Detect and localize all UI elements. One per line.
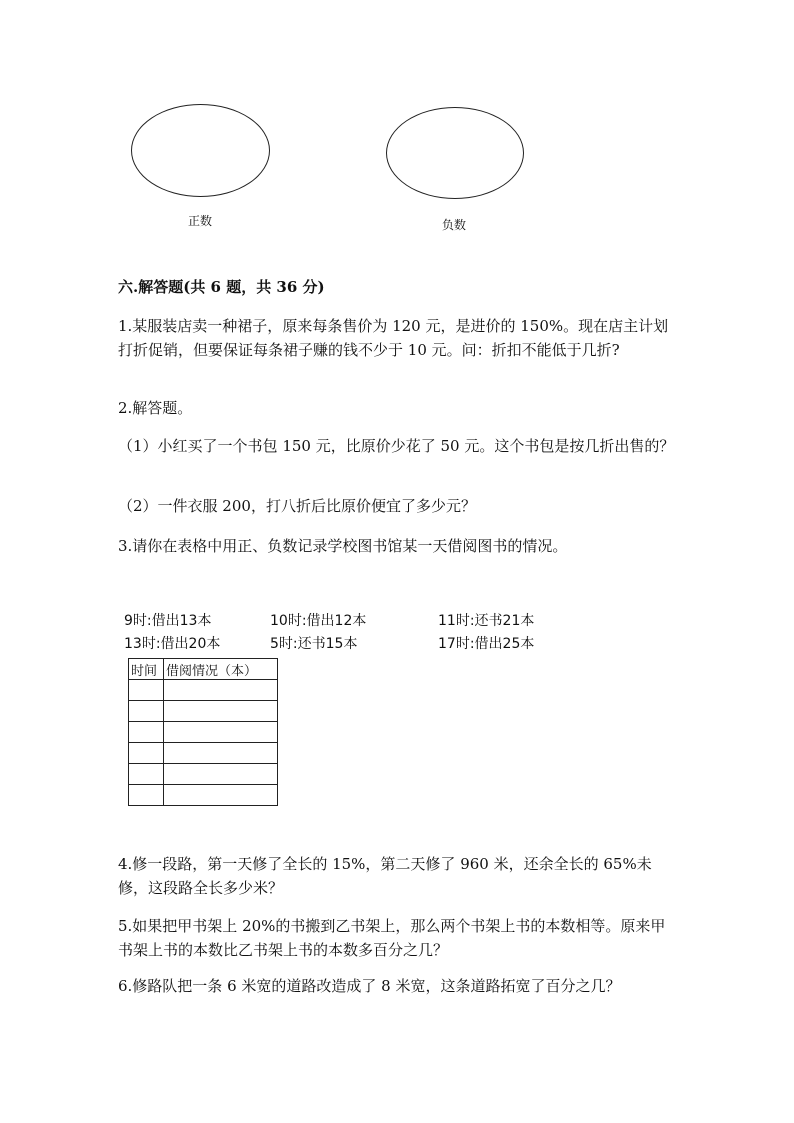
table-header-borrowing: 借阅情况（本） [164,659,278,680]
table-cell-borrowing[interactable] [164,764,278,785]
table-row [129,785,278,806]
question-1: 1.某服装店卖一种裙子，原来每条售价为 120 元，是进价的 150%。现在店主计划打折促销，但要保证每条裙子赚的钱不少于 10 元。问：折扣不能低于几折? [118,317,669,359]
record-13: 13时:借出20本 [124,636,221,652]
table-row [129,701,278,722]
record-10: 10时:借出12本 [270,613,367,629]
table-cell-time[interactable] [129,743,164,764]
question-3: 3.请你在表格中用正、负数记录学校图书馆某一天借阅图书的情况。 [118,537,568,555]
borrowing-table [128,658,278,806]
table-cell-borrowing[interactable] [164,722,278,743]
record-17: 17时:借出25本 [438,636,535,652]
table-header-time: 时间 [129,659,164,680]
table-cell-time[interactable] [129,680,164,701]
positive-number-label: 正数 [188,214,213,228]
question-2-part-1: （1）小红买了一个书包 150 元，比原价少花了 50 元。这个书包是按几折出售的？ [118,437,675,455]
table-cell-borrowing[interactable] [164,680,278,701]
question-4: 4.修一段路，第一天修了全长的 15%，第二天修了 960 米，还余全长的 65%未修，这段路全长多少米？ [118,855,652,897]
table-row [129,680,278,701]
negative-number-label: 负数 [442,218,467,232]
record-5: 5时:还书15本 [270,636,358,652]
table-cell-borrowing[interactable] [164,743,278,764]
table-cell-time[interactable] [129,722,164,743]
record-9: 9时:借出13本 [124,613,212,629]
table-cell-borrowing[interactable] [164,701,278,722]
question-2-part-2: （2）一件衣服 200，打八折后比原价便宜了多少元？ [118,497,476,515]
question-2-title: 2.解答题。 [118,399,193,417]
negative-number-ellipse [386,107,524,199]
table-cell-time[interactable] [129,785,164,806]
table-row [129,764,278,785]
question-6: 6.修路队把一条 6 米宽的道路改造成了 8 米宽，这条道路拓宽了百分之几？ [118,977,621,995]
table-row [129,722,278,743]
record-11: 11时:还书21本 [438,613,535,629]
table-cell-time[interactable] [129,764,164,785]
table-cell-borrowing[interactable] [164,785,278,806]
table-header-row [129,659,278,680]
section-title: 六.解答题(共 6 题，共 36 分) [118,278,325,296]
question-5: 5.如果把甲书架上 20%的书搬到乙书架上，那么两个书架上书的本数相等。原来甲书架上书的本数比乙书架上书的本数多百分之几？ [118,917,666,959]
positive-number-ellipse [131,104,270,197]
table-body [129,680,278,806]
table-cell-time[interactable] [129,701,164,722]
table-row [129,743,278,764]
